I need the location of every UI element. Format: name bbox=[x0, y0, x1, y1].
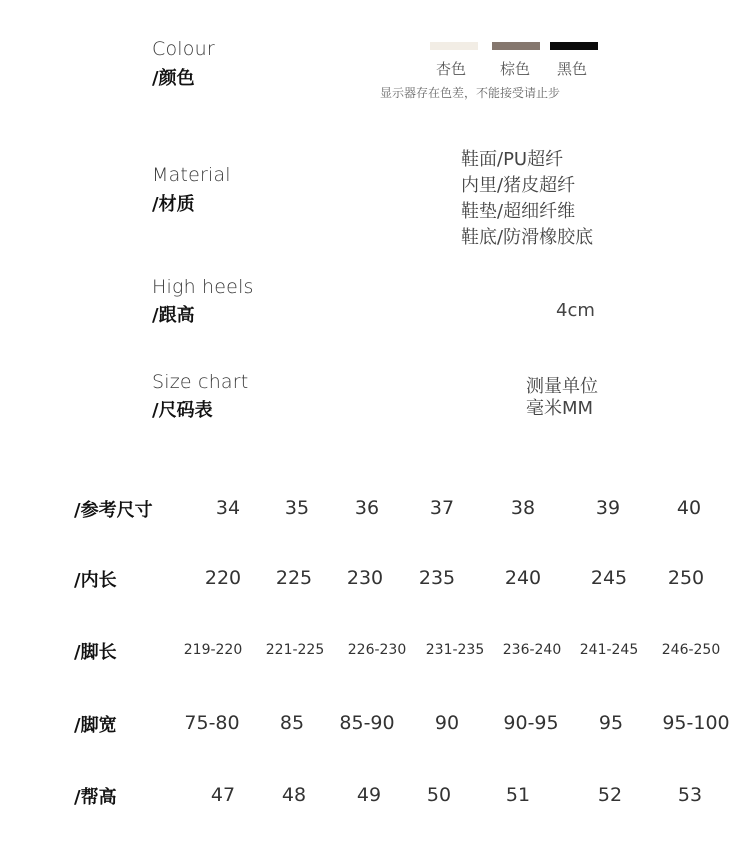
material-line: 鞋垫/超细纤维 bbox=[461, 201, 576, 222]
colour-note: 显示器存在色差，不能接受请止步 bbox=[380, 86, 561, 100]
size-chart-label-cn: /尺码表 bbox=[152, 400, 213, 421]
table-cell: 36 bbox=[354, 497, 380, 519]
heel-height-value: 4cm bbox=[556, 300, 595, 321]
measure-unit-line: 测量单位 bbox=[526, 376, 598, 397]
table-cell: 48 bbox=[281, 784, 307, 806]
table-row-label: /帮高 bbox=[74, 787, 117, 808]
heels-label-en: High heels bbox=[152, 276, 254, 298]
table-cell: 85 bbox=[279, 712, 305, 734]
material-line: 鞋底/防滑橡胶底 bbox=[461, 227, 594, 248]
table-cell: 39 bbox=[595, 497, 621, 519]
measure-unit bbox=[526, 376, 598, 420]
table-cell: 52 bbox=[597, 784, 623, 806]
table-row-label: /参考尺寸 bbox=[74, 500, 153, 521]
table-cell: 35 bbox=[284, 497, 310, 519]
table-cell: 231-235 bbox=[425, 642, 485, 658]
table-cell: 38 bbox=[510, 497, 536, 519]
table-row-label: /内长 bbox=[74, 570, 117, 591]
material-list bbox=[461, 147, 593, 251]
table-cell: 230 bbox=[346, 567, 384, 589]
table-cell: 37 bbox=[429, 497, 455, 519]
table-cell: 90-95 bbox=[503, 712, 559, 734]
table-cell: 49 bbox=[356, 784, 382, 806]
table-cell: 75-80 bbox=[184, 712, 240, 734]
colour-label-en: Colour bbox=[152, 38, 215, 60]
table-cell: 95 bbox=[598, 712, 624, 734]
material-label-cn: /材质 bbox=[152, 194, 195, 215]
material-line: 内里/猪皮超纤 bbox=[461, 175, 576, 196]
table-cell: 226-230 bbox=[347, 642, 407, 658]
swatch-label-black: 黑色 bbox=[557, 60, 588, 78]
swatch-brown bbox=[492, 42, 540, 50]
table-cell: 225 bbox=[275, 567, 313, 589]
measure-unit-line: 毫米MM bbox=[526, 398, 594, 419]
table-cell: 95-100 bbox=[662, 712, 730, 734]
table-cell: 241-245 bbox=[579, 642, 639, 658]
table-cell: 34 bbox=[215, 497, 241, 519]
colour-label-cn: /颜色 bbox=[152, 68, 195, 89]
table-cell: 235 bbox=[418, 567, 456, 589]
table-cell: 246-250 bbox=[661, 642, 721, 658]
heels-label-cn: /跟高 bbox=[152, 305, 195, 326]
table-cell: 245 bbox=[590, 567, 628, 589]
table-cell: 219-220 bbox=[183, 642, 243, 658]
material-label-en: Material bbox=[152, 164, 231, 186]
table-cell: 240 bbox=[504, 567, 542, 589]
table-cell: 47 bbox=[210, 784, 236, 806]
table-cell: 221-225 bbox=[265, 642, 325, 658]
table-row-label: /脚长 bbox=[74, 642, 117, 663]
table-cell: 220 bbox=[204, 567, 242, 589]
swatch-black bbox=[550, 42, 598, 50]
table-cell: 90 bbox=[434, 712, 460, 734]
table-row-label: /脚宽 bbox=[74, 715, 117, 736]
table-cell: 53 bbox=[677, 784, 703, 806]
table-cell: 40 bbox=[676, 497, 702, 519]
table-cell: 51 bbox=[505, 784, 531, 806]
table-cell: 250 bbox=[667, 567, 705, 589]
swatch-label-brown: 棕色 bbox=[500, 60, 531, 78]
size-chart-label-en: Size chart bbox=[152, 371, 249, 393]
table-cell: 85-90 bbox=[339, 712, 395, 734]
table-cell: 236-240 bbox=[502, 642, 562, 658]
material-line: 鞋面/PU超纤 bbox=[461, 149, 564, 170]
table-cell: 50 bbox=[426, 784, 452, 806]
swatch-apricot bbox=[430, 42, 478, 50]
swatch-label-apricot: 杏色 bbox=[436, 60, 467, 78]
